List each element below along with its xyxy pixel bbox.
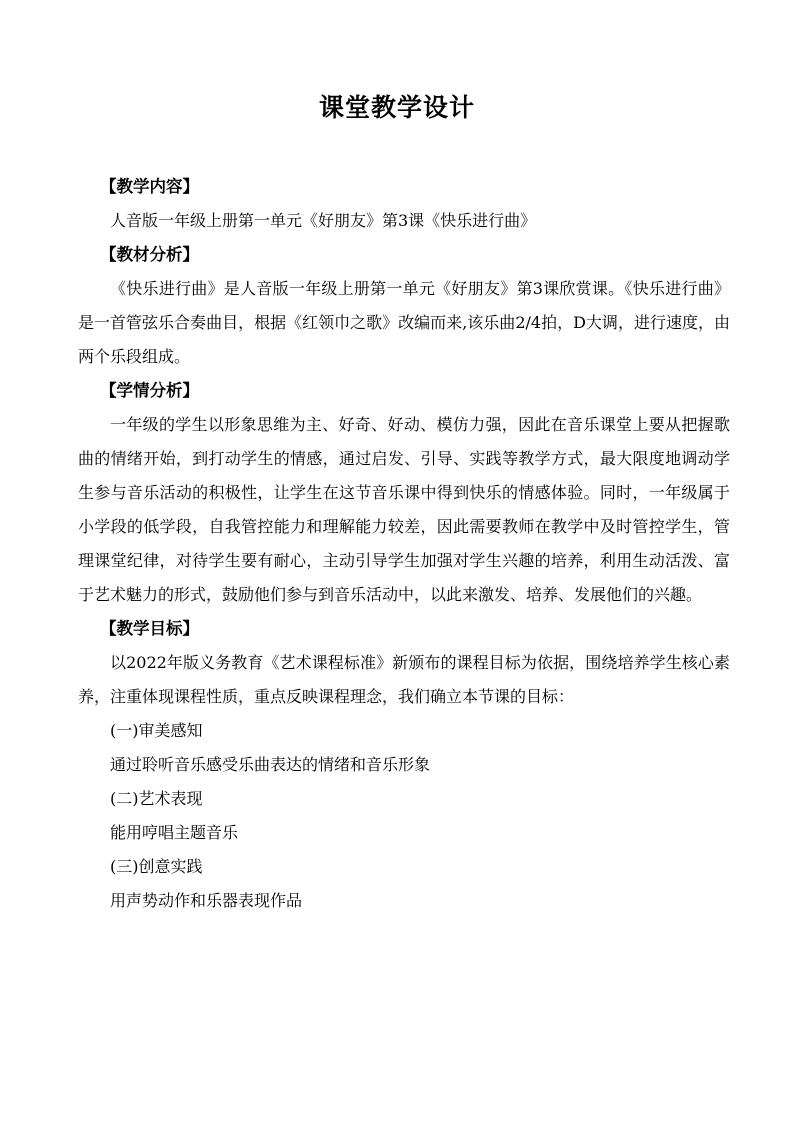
section-text-content: 人音版一年级上册第一单元《好朋友》第3课《快乐进行曲》 [110,211,537,230]
section-heading-material: 【教材分析】 [100,245,199,264]
goal-item: 通过聆听音乐感受乐曲表达的情绪和音乐形象 [110,755,431,774]
goal-item: 用声势动作和乐器表现作品 [110,891,303,910]
goal-item: (二)艺术表现 [110,789,203,808]
section-heading-students: 【学情分析】 [100,381,199,400]
section-text-students: 一年级的学生以形象思维为主、好奇、好动、模仿力强，因此在音乐课堂上要从把握歌曲的情绪开始，到打动学生的情感，通过启发、引导、实践等教学方式，最大限度地调动学生参与音乐活动的积极性，让学生在这节音乐课中得到快乐的情感体验。同时，一年级属于小学段的低学段，自我管控能力和理解能力较差，因此需要教师在教学中及时管控学生，管理课堂纪律，对待学生要有耐心，主动引导学生加强对学生兴趣的培养，利用生动活泼、富于艺术魅力的形式，鼓励他们参与到音乐活动中，以此来激发、培养、发展他们的兴趣。 [78,415,730,604]
section-heading-goals: 【教学目标】 [100,619,199,638]
document-body [78,170,730,918]
section-text-goals: 以2022年版义务教育《艺术课程标准》新颁布的课程目标为依据，围绕培养学生核心素养，注重体现课程性质，重点反映课程理念，我们确立本节课的目标： [78,653,730,706]
goal-item: (一)审美感知 [110,721,203,740]
goal-item: (三)创意实践 [110,857,203,876]
section-heading-content: 【教学内容】 [100,177,199,196]
goal-item: 能用哼唱主题音乐 [110,823,239,842]
section-text-material: 《快乐进行曲》是人音版一年级上册第一单元《好朋友》第3课欣赏课。《快乐进行曲》是一首管弦乐合奏曲目，根据《红领巾之歌》改编而来,该乐曲2/4拍，D大调，进行速度，由两个乐段组成。 [78,279,730,366]
page-title: 课堂教学设计 [318,93,475,122]
